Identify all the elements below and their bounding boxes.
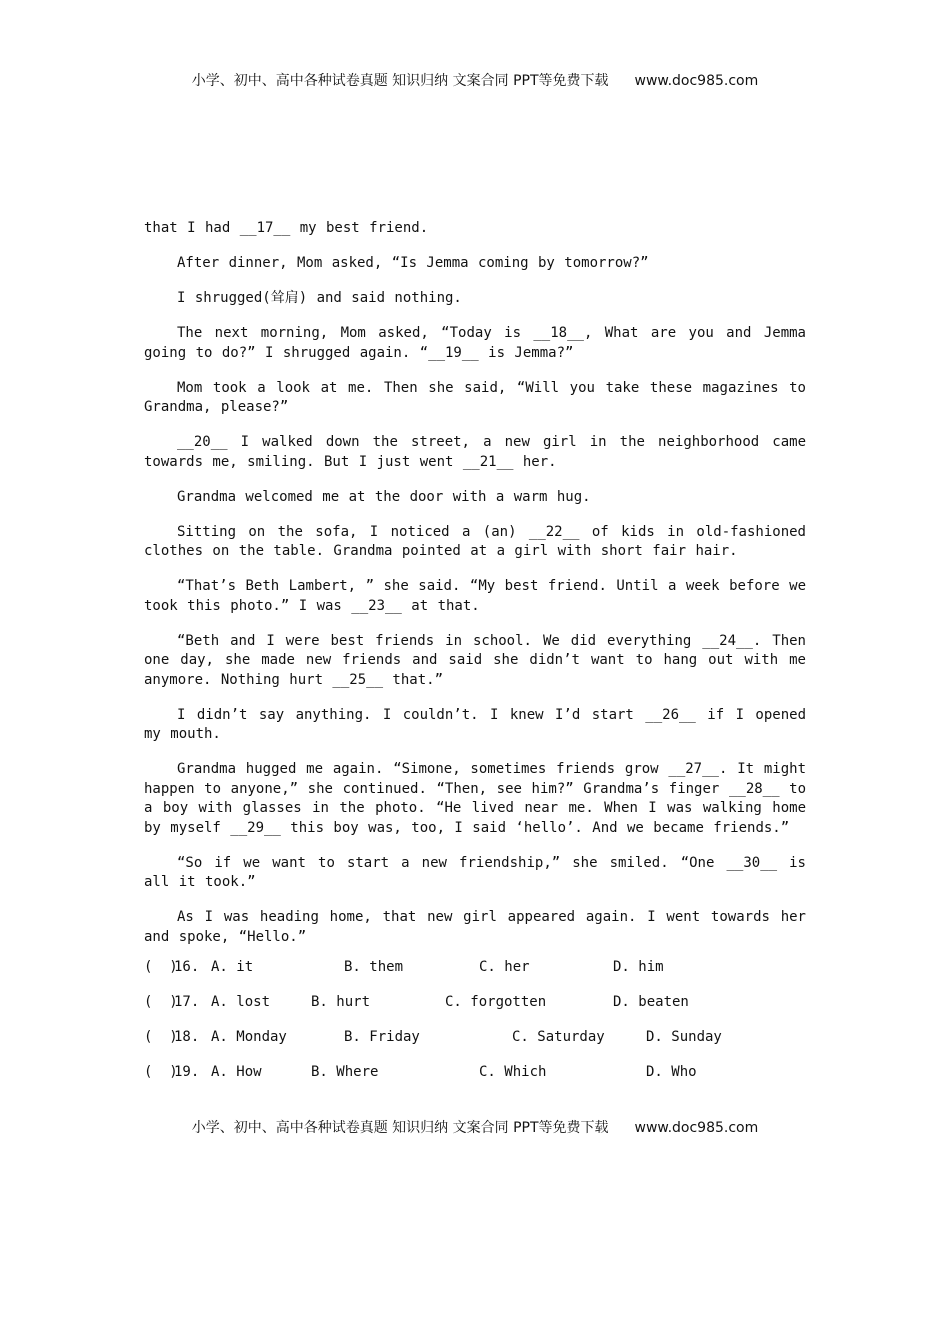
paragraph-8: Sitting on the sofa, I noticed a (an) __22__ of kids in old-fashioned clothes on the table. Grandma pointed at a girl with short fair hair. <box>144 523 806 559</box>
header-url: www.doc985.com <box>634 73 759 89</box>
option-b: B. Friday <box>344 1029 420 1045</box>
paragraph-11: I didn’t say anything. I couldn’t. I knew I’d start __26__ if I opened my mouth. <box>144 706 806 742</box>
paragraph-10: “Beth and I were best friends in school. We did everything __24__. Then one day, she made new friends and said she didn’t want to hang out with me anymore. Nothing hurt __25__ that.” <box>144 632 806 688</box>
header-text: 小学、初中、高中各种试卷真题 知识归纳 文案合同 PPT等免费下载 <box>191 73 609 89</box>
page-footer <box>0 1117 950 1137</box>
option-c: C. forgotten <box>445 994 547 1010</box>
paragraph-3: I shrugged(耸肩) and said nothing. <box>177 290 462 306</box>
paragraph-4: The next morning, Mom asked, “Today is __18__, What are you and Jemma going to do?” I shrugged again. “__19__ is Jemma?” <box>144 325 806 361</box>
paragraph-9: “That’s Beth Lambert, ” she said. “My best friend. Until a week before we took this photo.” I was __23__ at that. <box>144 578 806 614</box>
option-a: A. Monday <box>211 1029 287 1045</box>
question-18 <box>144 1029 806 1064</box>
option-b: B. Where <box>311 1064 379 1080</box>
question-number: 16. <box>174 959 200 975</box>
option-a: A. lost <box>211 994 271 1010</box>
option-c: C. Which <box>479 1064 547 1080</box>
paragraph-2: After dinner, Mom asked, “Is Jemma coming by tomorrow?” <box>177 255 649 271</box>
paragraph-5: Mom took a look at me. Then she said, “Will you take these magazines to Grandma, please?” <box>144 379 806 415</box>
question-options <box>144 959 806 1099</box>
question-number: 19. <box>174 1064 200 1080</box>
page-header <box>0 70 950 90</box>
footer-text: 小学、初中、高中各种试卷真题 知识归纳 文案合同 PPT等免费下载 <box>191 1120 609 1136</box>
answer-bracket: ( ) <box>144 959 178 975</box>
option-d: D. Sunday <box>646 1029 722 1045</box>
paragraph-14: As I was heading home, that new girl appeared again. I went towards her and spoke, “Hello.” <box>144 909 806 945</box>
option-b: B. hurt <box>311 994 371 1010</box>
option-d: D. him <box>613 959 664 975</box>
option-d: D. Who <box>646 1064 697 1080</box>
answer-bracket: ( ) <box>144 994 178 1010</box>
question-17 <box>144 994 806 1029</box>
option-b: B. them <box>344 959 404 975</box>
footer-url: www.doc985.com <box>634 1120 759 1136</box>
paragraph-13: “So if we want to start a new friendship,” she smiled. “One __30__ is all it took.” <box>144 854 806 890</box>
passage <box>144 219 806 963</box>
option-c: C. her <box>479 959 530 975</box>
question-19 <box>144 1064 806 1099</box>
paragraph-7: Grandma welcomed me at the door with a warm hug. <box>177 488 591 505</box>
question-number: 18. <box>174 1029 200 1045</box>
paragraph-1: that I had __17__ my best friend. <box>144 220 429 236</box>
paragraph-12: Grandma hugged me again. “Simone, sometimes friends grow __27__. It might happen to anyone,” she continued. “Then, see him?” Grandma’s finger __28__ to a boy with glasses in the photo. “He lived near me. When I was walking home by myself __29__ this boy was, too, I said ‘hello’. And we became friends.” <box>144 761 806 836</box>
question-number: 17. <box>174 994 200 1010</box>
option-a: A. it <box>211 959 254 975</box>
answer-bracket: ( ) <box>144 1064 178 1080</box>
option-c: C. Saturday <box>512 1029 605 1045</box>
option-a: A. How <box>211 1064 262 1080</box>
option-d: D. beaten <box>613 994 689 1010</box>
paragraph-6: __20__ I walked down the street, a new girl in the neighborhood came towards me, smiling. But I just went __21__ her. <box>144 434 806 470</box>
answer-bracket: ( ) <box>144 1029 178 1045</box>
question-16 <box>144 959 806 994</box>
